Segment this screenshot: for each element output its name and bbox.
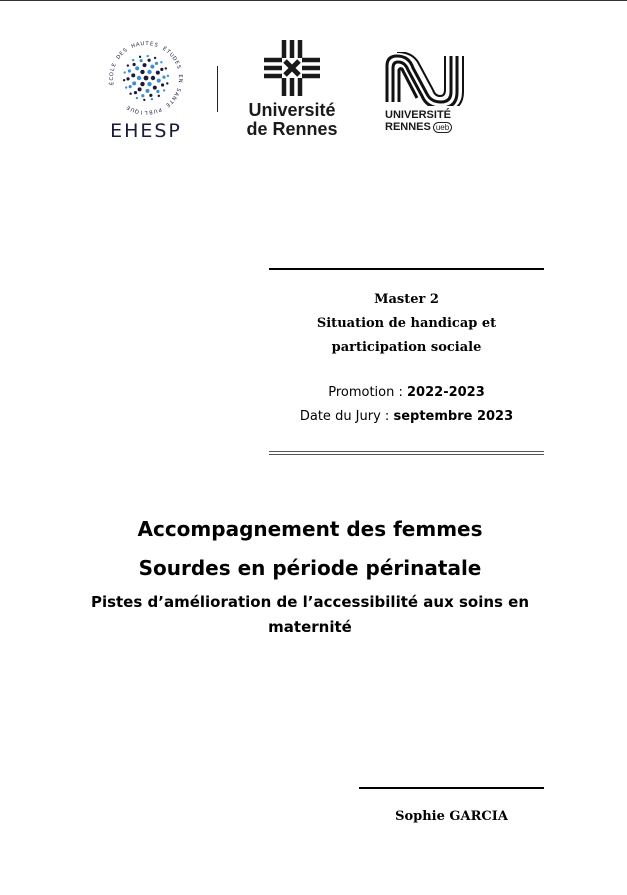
ehesp-dot [129,93,131,95]
universite-de-rennes-wordmark [244,101,340,139]
ehesp-ring-letter: U [152,107,158,115]
promotion-value: 2022-2023 [407,385,485,400]
wordmark-line1: Université [248,100,336,120]
ehesp-dot [138,87,142,91]
ehesp-ring-letter: L [109,67,117,72]
page-top-border [0,0,627,1]
ehesp-ring-letter: S [153,42,159,49]
ehesp-ring-letter: U [140,41,145,48]
ehesp-ring-letter: L [144,108,148,116]
ehesp-dot [146,55,148,57]
ehesp-ring-letter: P [156,105,163,113]
universite-rennes-wordmark [385,109,469,134]
ehesp-dot [148,59,151,62]
ehesp-dot [165,67,167,69]
ehesp-dot [132,81,136,85]
ehesp-dot [151,76,155,80]
rennes-wave-icon [383,52,469,106]
ehesp-dot [155,62,158,65]
ehesp-dot [132,59,134,61]
ehesp-dot [123,71,125,73]
ehesp-ring-letter: N [176,78,184,83]
ehesp-dot [133,63,136,66]
jury-value: septembre 2023 [393,409,514,424]
ehesp-dot [150,65,154,69]
ehesp-ring-letter: T [164,48,172,56]
ehesp-ring-letter: Q [134,107,140,115]
ehesp-emblem-icon [100,40,192,120]
ehesp-ring-letter: U [167,51,175,59]
ehesp-dot [153,86,157,90]
ehesp-dot [134,91,137,94]
subtitle-line2: maternité [268,618,352,636]
ehesp-dot [140,70,144,74]
ehesp-ring-letter: E [149,41,154,48]
ehesp-dot [136,97,138,99]
jury-date [269,405,544,429]
rennes-star-icon [244,38,340,98]
ehesp-dot [123,79,125,81]
ehesp-dot [125,86,127,88]
info-bottom-rule-2 [269,454,544,455]
ehesp-ring-letter: S [174,87,182,93]
ehesp-dot [135,66,139,70]
ehesp-dot [128,69,131,72]
ueb-badge: ueb [433,122,452,133]
ehesp-dot [158,95,160,97]
ehesp-dot [140,59,143,62]
ehesp-ring-letter: E [176,74,184,78]
ehesp-dot [162,76,165,79]
ehesp-ring-letter: O [109,71,116,77]
ehesp-ring-letter: U [129,105,136,113]
ehesp-dot [139,56,141,58]
ehesp-ring-letter: S [174,64,182,70]
ehesp-dot [160,61,162,63]
ehesp-dot [145,89,149,93]
title-line1: Accompagnement des femmes [137,517,483,541]
ehesp-ring-letter: E [118,50,126,58]
ehesp-ring-letter: A [135,41,141,49]
ehesp-dot [149,94,152,97]
ehesp-dot [137,76,141,80]
ehesp-dot [129,85,132,88]
ehesp-dot [141,94,144,97]
info-top-rule [269,268,544,270]
wordmark-line2 [385,121,469,134]
ehesp-ring-letter: H [130,42,137,50]
author-rule [359,787,544,789]
subtitle-line1: Pistes d’amélioration de l’accessibilité aux soins en [90,593,530,611]
info-bottom-rule-1 [269,451,544,452]
wordmark-line2: de Rennes [246,119,338,139]
ehesp-dot [147,82,151,86]
ehesp-dot [127,64,129,66]
ehesp-dot [143,99,145,101]
author-name: Sophie GARCIA [395,809,508,824]
logo-separator [217,66,218,112]
ehesp-dot [143,63,147,67]
ehesp-dot [160,68,163,71]
promotion [269,381,544,405]
program-info [269,288,544,429]
ehesp-dot [140,82,144,86]
jury-label: Date du Jury : [299,409,394,424]
wordmark-line1: UNIVERSITÉ [385,109,452,121]
ehesp-dot [147,70,151,74]
ehesp-dot [167,75,169,77]
ehesp-dot [154,57,156,59]
ehesp-dot [151,98,153,100]
ehesp-dot [131,73,135,77]
universite-de-rennes-logo [244,38,340,144]
ehesp-ring-letter: E [173,60,180,66]
ehesp-dot [157,79,161,83]
ehesp-ring-letter: E [111,62,118,68]
ehesp-ring-letter: T [145,40,149,48]
specialty-line1: Situation de handicap et [316,316,497,331]
ehesp-ring-letter: C [108,76,116,81]
ehesp-dot [163,89,165,91]
ehesp-ring-letter: S [122,47,129,55]
ehesp-ring-letter: A [172,90,180,97]
ehesp-ring-letter: D [115,53,123,61]
ehesp-ring-letter: E [125,103,132,111]
ehesp-dot [156,90,159,93]
thesis-title [60,510,560,588]
ehesp-ring-letter: I [140,108,143,115]
ehesp-ring-letter: É [161,45,168,53]
ehesp-logo [100,40,192,144]
specialty-line2: participation sociale [331,340,482,355]
ehesp-name: EHESP [110,120,182,142]
ehesp-dot [144,76,149,81]
wordmark-rennes: RENNES [385,121,431,133]
ehesp-dot [166,82,168,84]
promotion-label: Promotion : [328,385,408,400]
universite-rennes-logo [383,52,469,136]
ehesp-dot [126,77,129,80]
title-line2: Sourdes en période périnatale [138,556,482,580]
ehesp-ring-letter: É [164,101,171,108]
ehesp-ring-letter: T [167,98,175,105]
thesis-subtitle [60,590,560,640]
ehesp-ring-letter: É [109,81,116,86]
ehesp-dot [156,71,160,75]
ehesp-dot [161,83,164,86]
degree: Master 2 [374,292,439,307]
ehesp-ring-letter: N [170,94,178,102]
ehesp-ring-letter: B [148,108,153,115]
ehesp-ring-letter: D [170,55,178,63]
